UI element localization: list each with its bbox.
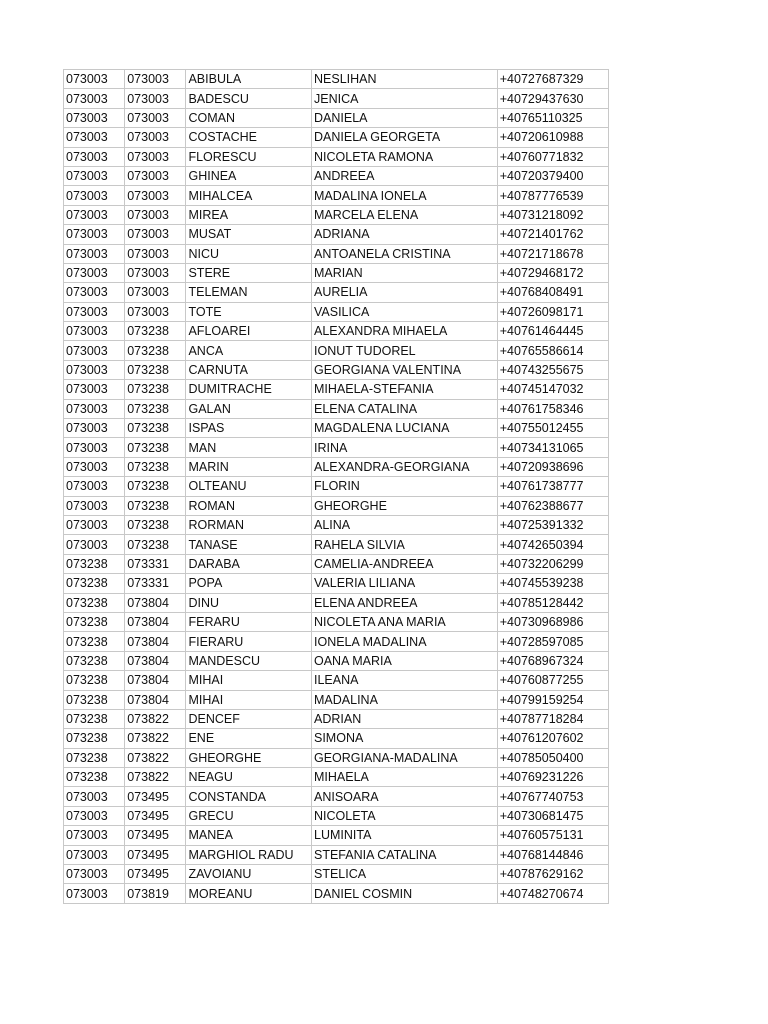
code-cell: 073003 — [64, 360, 125, 379]
phone-cell: +40761738777 — [497, 477, 608, 496]
code-cell: 073003 — [64, 263, 125, 282]
data-table — [63, 69, 609, 904]
table-row — [64, 283, 609, 302]
table-row — [64, 419, 609, 438]
surname-cell: COSTACHE — [186, 128, 312, 147]
table-row — [64, 651, 609, 670]
surname-cell: MIREA — [186, 205, 312, 224]
phone-cell: +40725391332 — [497, 515, 608, 534]
sub-code-cell: 073804 — [125, 651, 186, 670]
code-cell: 073238 — [64, 729, 125, 748]
phone-cell: +40729437630 — [497, 89, 608, 108]
table-row — [64, 496, 609, 515]
given-name-cell: IONUT TUDOREL — [312, 341, 498, 360]
sub-code-cell: 073003 — [125, 244, 186, 263]
table-row — [64, 632, 609, 651]
code-cell: 073003 — [64, 380, 125, 399]
phone-cell: +40787629162 — [497, 865, 608, 884]
given-name-cell: JENICA — [312, 89, 498, 108]
code-cell: 073003 — [64, 166, 125, 185]
code-cell: 073003 — [64, 70, 125, 89]
table-row — [64, 612, 609, 631]
surname-cell: MIHAI — [186, 690, 312, 709]
table-row — [64, 845, 609, 864]
given-name-cell: ALEXANDRA MIHAELA — [312, 322, 498, 341]
given-name-cell: ANDREEA — [312, 166, 498, 185]
code-cell: 073003 — [64, 89, 125, 108]
sub-code-cell: 073238 — [125, 399, 186, 418]
sub-code-cell: 073804 — [125, 632, 186, 651]
surname-cell: POPA — [186, 574, 312, 593]
code-cell: 073003 — [64, 535, 125, 554]
surname-cell: GHINEA — [186, 166, 312, 185]
sub-code-cell: 073495 — [125, 865, 186, 884]
sub-code-cell: 073238 — [125, 457, 186, 476]
surname-cell: FLORESCU — [186, 147, 312, 166]
phone-cell: +40768967324 — [497, 651, 608, 670]
phone-cell: +40720379400 — [497, 166, 608, 185]
table-row — [64, 787, 609, 806]
surname-cell: ANCA — [186, 341, 312, 360]
surname-cell: MANDESCU — [186, 651, 312, 670]
surname-cell: ZAVOIANU — [186, 865, 312, 884]
sub-code-cell: 073495 — [125, 806, 186, 825]
table-row — [64, 70, 609, 89]
phone-cell: +40748270674 — [497, 884, 608, 903]
phone-cell: +40765110325 — [497, 108, 608, 127]
surname-cell: TELEMAN — [186, 283, 312, 302]
sub-code-cell: 073804 — [125, 690, 186, 709]
table-row — [64, 108, 609, 127]
phone-cell: +40734131065 — [497, 438, 608, 457]
given-name-cell: MADALINA — [312, 690, 498, 709]
surname-cell: MIHAI — [186, 671, 312, 690]
phone-cell: +40761758346 — [497, 399, 608, 418]
code-cell: 073003 — [64, 322, 125, 341]
phone-cell: +40731218092 — [497, 205, 608, 224]
surname-cell: FERARU — [186, 612, 312, 631]
sub-code-cell: 073003 — [125, 166, 186, 185]
surname-cell: MAN — [186, 438, 312, 457]
surname-cell: ENE — [186, 729, 312, 748]
surname-cell: ABIBULA — [186, 70, 312, 89]
surname-cell: MOREANU — [186, 884, 312, 903]
surname-cell: CARNUTA — [186, 360, 312, 379]
given-name-cell: STELICA — [312, 865, 498, 884]
phone-cell: +40761464445 — [497, 322, 608, 341]
table-row — [64, 748, 609, 767]
code-cell: 073003 — [64, 128, 125, 147]
given-name-cell: MIHAELA-STEFANIA — [312, 380, 498, 399]
given-name-cell: GEORGIANA VALENTINA — [312, 360, 498, 379]
table-row — [64, 515, 609, 534]
sub-code-cell: 073003 — [125, 108, 186, 127]
code-cell: 073003 — [64, 865, 125, 884]
code-cell: 073238 — [64, 748, 125, 767]
code-cell: 073238 — [64, 612, 125, 631]
phone-cell: +40730681475 — [497, 806, 608, 825]
sub-code-cell: 073003 — [125, 302, 186, 321]
code-cell: 073003 — [64, 806, 125, 825]
code-cell: 073003 — [64, 457, 125, 476]
phone-cell: +40729468172 — [497, 263, 608, 282]
sub-code-cell: 073238 — [125, 341, 186, 360]
given-name-cell: CAMELIA-ANDREEA — [312, 554, 498, 573]
sub-code-cell: 073238 — [125, 477, 186, 496]
sub-code-cell: 073238 — [125, 496, 186, 515]
surname-cell: MANEA — [186, 826, 312, 845]
surname-cell: NEAGU — [186, 768, 312, 787]
code-cell: 073003 — [64, 845, 125, 864]
surname-cell: RORMAN — [186, 515, 312, 534]
surname-cell: TANASE — [186, 535, 312, 554]
table-row — [64, 574, 609, 593]
table-row — [64, 554, 609, 573]
phone-cell: +40785128442 — [497, 593, 608, 612]
given-name-cell: IONELA MADALINA — [312, 632, 498, 651]
code-cell: 073003 — [64, 477, 125, 496]
given-name-cell: MADALINA IONELA — [312, 186, 498, 205]
table-row — [64, 535, 609, 554]
sub-code-cell: 073804 — [125, 593, 186, 612]
table-row — [64, 671, 609, 690]
sub-code-cell: 073495 — [125, 787, 186, 806]
given-name-cell: AURELIA — [312, 283, 498, 302]
code-cell: 073003 — [64, 283, 125, 302]
surname-cell: MIHALCEA — [186, 186, 312, 205]
code-cell: 073003 — [64, 244, 125, 263]
code-cell: 073003 — [64, 438, 125, 457]
sub-code-cell: 073003 — [125, 128, 186, 147]
surname-cell: COMAN — [186, 108, 312, 127]
given-name-cell: LUMINITA — [312, 826, 498, 845]
phone-cell: +40787718284 — [497, 709, 608, 728]
code-cell: 073003 — [64, 787, 125, 806]
sub-code-cell: 073003 — [125, 147, 186, 166]
surname-cell: MARIN — [186, 457, 312, 476]
surname-cell: OLTEANU — [186, 477, 312, 496]
given-name-cell: GEORGIANA-MADALINA — [312, 748, 498, 767]
sub-code-cell: 073238 — [125, 419, 186, 438]
given-name-cell: DANIELA GEORGETA — [312, 128, 498, 147]
code-cell: 073003 — [64, 302, 125, 321]
phone-cell: +40721401762 — [497, 225, 608, 244]
sub-code-cell: 073003 — [125, 205, 186, 224]
given-name-cell: FLORIN — [312, 477, 498, 496]
code-cell: 073238 — [64, 768, 125, 787]
table-row — [64, 806, 609, 825]
surname-cell: FIERARU — [186, 632, 312, 651]
code-cell: 073003 — [64, 341, 125, 360]
surname-cell: GHEORGHE — [186, 748, 312, 767]
table-row — [64, 263, 609, 282]
given-name-cell: ILEANA — [312, 671, 498, 690]
phone-cell: +40721718678 — [497, 244, 608, 263]
given-name-cell: GHEORGHE — [312, 496, 498, 515]
code-cell: 073003 — [64, 205, 125, 224]
sub-code-cell: 073804 — [125, 671, 186, 690]
given-name-cell: NICOLETA ANA MARIA — [312, 612, 498, 631]
phone-cell: +40728597085 — [497, 632, 608, 651]
phone-cell: +40742650394 — [497, 535, 608, 554]
table-row — [64, 89, 609, 108]
table-row — [64, 865, 609, 884]
phone-cell: +40799159254 — [497, 690, 608, 709]
table-row — [64, 768, 609, 787]
sub-code-cell: 073495 — [125, 826, 186, 845]
sub-code-cell: 073804 — [125, 612, 186, 631]
surname-cell: BADESCU — [186, 89, 312, 108]
surname-cell: DARABA — [186, 554, 312, 573]
table-row — [64, 341, 609, 360]
code-cell: 073003 — [64, 496, 125, 515]
given-name-cell: ALEXANDRA-GEORGIANA — [312, 457, 498, 476]
given-name-cell: NESLIHAN — [312, 70, 498, 89]
sub-code-cell: 073238 — [125, 535, 186, 554]
code-cell: 073238 — [64, 690, 125, 709]
table-row — [64, 166, 609, 185]
sub-code-cell: 073822 — [125, 748, 186, 767]
sub-code-cell: 073238 — [125, 322, 186, 341]
surname-cell: DINU — [186, 593, 312, 612]
given-name-cell: RAHELA SILVIA — [312, 535, 498, 554]
sub-code-cell: 073819 — [125, 884, 186, 903]
code-cell: 073238 — [64, 554, 125, 573]
table-row — [64, 302, 609, 321]
given-name-cell: MARIAN — [312, 263, 498, 282]
table-row — [64, 729, 609, 748]
surname-cell: MARGHIOL RADU — [186, 845, 312, 864]
table-row — [64, 593, 609, 612]
table-row — [64, 205, 609, 224]
table-row — [64, 690, 609, 709]
sub-code-cell: 073331 — [125, 554, 186, 573]
surname-cell: AFLOAREI — [186, 322, 312, 341]
table-row — [64, 186, 609, 205]
phone-cell: +40765586614 — [497, 341, 608, 360]
given-name-cell: IRINA — [312, 438, 498, 457]
sub-code-cell: 073003 — [125, 225, 186, 244]
table-row — [64, 380, 609, 399]
phone-cell: +40743255675 — [497, 360, 608, 379]
surname-cell: TOTE — [186, 302, 312, 321]
given-name-cell: OANA MARIA — [312, 651, 498, 670]
given-name-cell: ELENA ANDREEA — [312, 593, 498, 612]
phone-cell: +40720938696 — [497, 457, 608, 476]
phone-cell: +40745539238 — [497, 574, 608, 593]
table-row — [64, 128, 609, 147]
table-row — [64, 457, 609, 476]
given-name-cell: NICOLETA — [312, 806, 498, 825]
given-name-cell: ADRIAN — [312, 709, 498, 728]
code-cell: 073238 — [64, 709, 125, 728]
surname-cell: GRECU — [186, 806, 312, 825]
phone-cell: +40769231226 — [497, 768, 608, 787]
given-name-cell: NICOLETA RAMONA — [312, 147, 498, 166]
sub-code-cell: 073822 — [125, 768, 186, 787]
code-cell: 073238 — [64, 574, 125, 593]
phone-cell: +40755012455 — [497, 419, 608, 438]
table-row — [64, 360, 609, 379]
phone-cell: +40768408491 — [497, 283, 608, 302]
phone-cell: +40720610988 — [497, 128, 608, 147]
sub-code-cell: 073003 — [125, 186, 186, 205]
table-row — [64, 399, 609, 418]
table-row — [64, 438, 609, 457]
code-cell: 073003 — [64, 399, 125, 418]
phone-cell: +40760771832 — [497, 147, 608, 166]
given-name-cell: ALINA — [312, 515, 498, 534]
given-name-cell: SIMONA — [312, 729, 498, 748]
sub-code-cell: 073238 — [125, 515, 186, 534]
phone-cell: +40768144846 — [497, 845, 608, 864]
table-row — [64, 322, 609, 341]
given-name-cell: VASILICA — [312, 302, 498, 321]
phone-cell: +40787776539 — [497, 186, 608, 205]
sub-code-cell: 073238 — [125, 380, 186, 399]
table-row — [64, 147, 609, 166]
code-cell: 073238 — [64, 651, 125, 670]
phone-cell: +40732206299 — [497, 554, 608, 573]
surname-cell: MUSAT — [186, 225, 312, 244]
phone-cell: +40726098171 — [497, 302, 608, 321]
given-name-cell: MIHAELA — [312, 768, 498, 787]
code-cell: 073003 — [64, 884, 125, 903]
table-row — [64, 884, 609, 903]
given-name-cell: ANISOARA — [312, 787, 498, 806]
phone-cell: +40727687329 — [497, 70, 608, 89]
phone-cell: +40785050400 — [497, 748, 608, 767]
sub-code-cell: 073003 — [125, 70, 186, 89]
surname-cell: NICU — [186, 244, 312, 263]
sub-code-cell: 073331 — [125, 574, 186, 593]
given-name-cell: DANIELA — [312, 108, 498, 127]
code-cell: 073238 — [64, 593, 125, 612]
given-name-cell: ELENA CATALINA — [312, 399, 498, 418]
code-cell: 073003 — [64, 108, 125, 127]
sub-code-cell: 073003 — [125, 263, 186, 282]
sub-code-cell: 073003 — [125, 283, 186, 302]
code-cell: 073003 — [64, 186, 125, 205]
phone-cell: +40760877255 — [497, 671, 608, 690]
surname-cell: DENCEF — [186, 709, 312, 728]
given-name-cell: MARCELA ELENA — [312, 205, 498, 224]
sub-code-cell: 073495 — [125, 845, 186, 864]
surname-cell: STERE — [186, 263, 312, 282]
given-name-cell: DANIEL COSMIN — [312, 884, 498, 903]
table-row — [64, 244, 609, 263]
surname-cell: ISPAS — [186, 419, 312, 438]
code-cell: 073238 — [64, 671, 125, 690]
sub-code-cell: 073238 — [125, 360, 186, 379]
code-cell: 073003 — [64, 147, 125, 166]
code-cell: 073003 — [64, 515, 125, 534]
surname-cell: CONSTANDA — [186, 787, 312, 806]
phone-cell: +40730968986 — [497, 612, 608, 631]
table-row — [64, 225, 609, 244]
code-cell: 073238 — [64, 632, 125, 651]
code-cell: 073003 — [64, 826, 125, 845]
phone-cell: +40761207602 — [497, 729, 608, 748]
table-row — [64, 826, 609, 845]
phone-cell: +40760575131 — [497, 826, 608, 845]
table-row — [64, 477, 609, 496]
sub-code-cell: 073238 — [125, 438, 186, 457]
surname-cell: ROMAN — [186, 496, 312, 515]
given-name-cell: ADRIANA — [312, 225, 498, 244]
sub-code-cell: 073822 — [125, 729, 186, 748]
given-name-cell: VALERIA LILIANA — [312, 574, 498, 593]
given-name-cell: ANTOANELA CRISTINA — [312, 244, 498, 263]
phone-cell: +40762388677 — [497, 496, 608, 515]
surname-cell: GALAN — [186, 399, 312, 418]
code-cell: 073003 — [64, 419, 125, 438]
phone-cell: +40745147032 — [497, 380, 608, 399]
code-cell: 073003 — [64, 225, 125, 244]
surname-cell: DUMITRACHE — [186, 380, 312, 399]
sub-code-cell: 073003 — [125, 89, 186, 108]
given-name-cell: STEFANIA CATALINA — [312, 845, 498, 864]
sub-code-cell: 073822 — [125, 709, 186, 728]
given-name-cell: MAGDALENA LUCIANA — [312, 419, 498, 438]
phone-cell: +40767740753 — [497, 787, 608, 806]
table-row — [64, 709, 609, 728]
table-body — [64, 70, 609, 904]
